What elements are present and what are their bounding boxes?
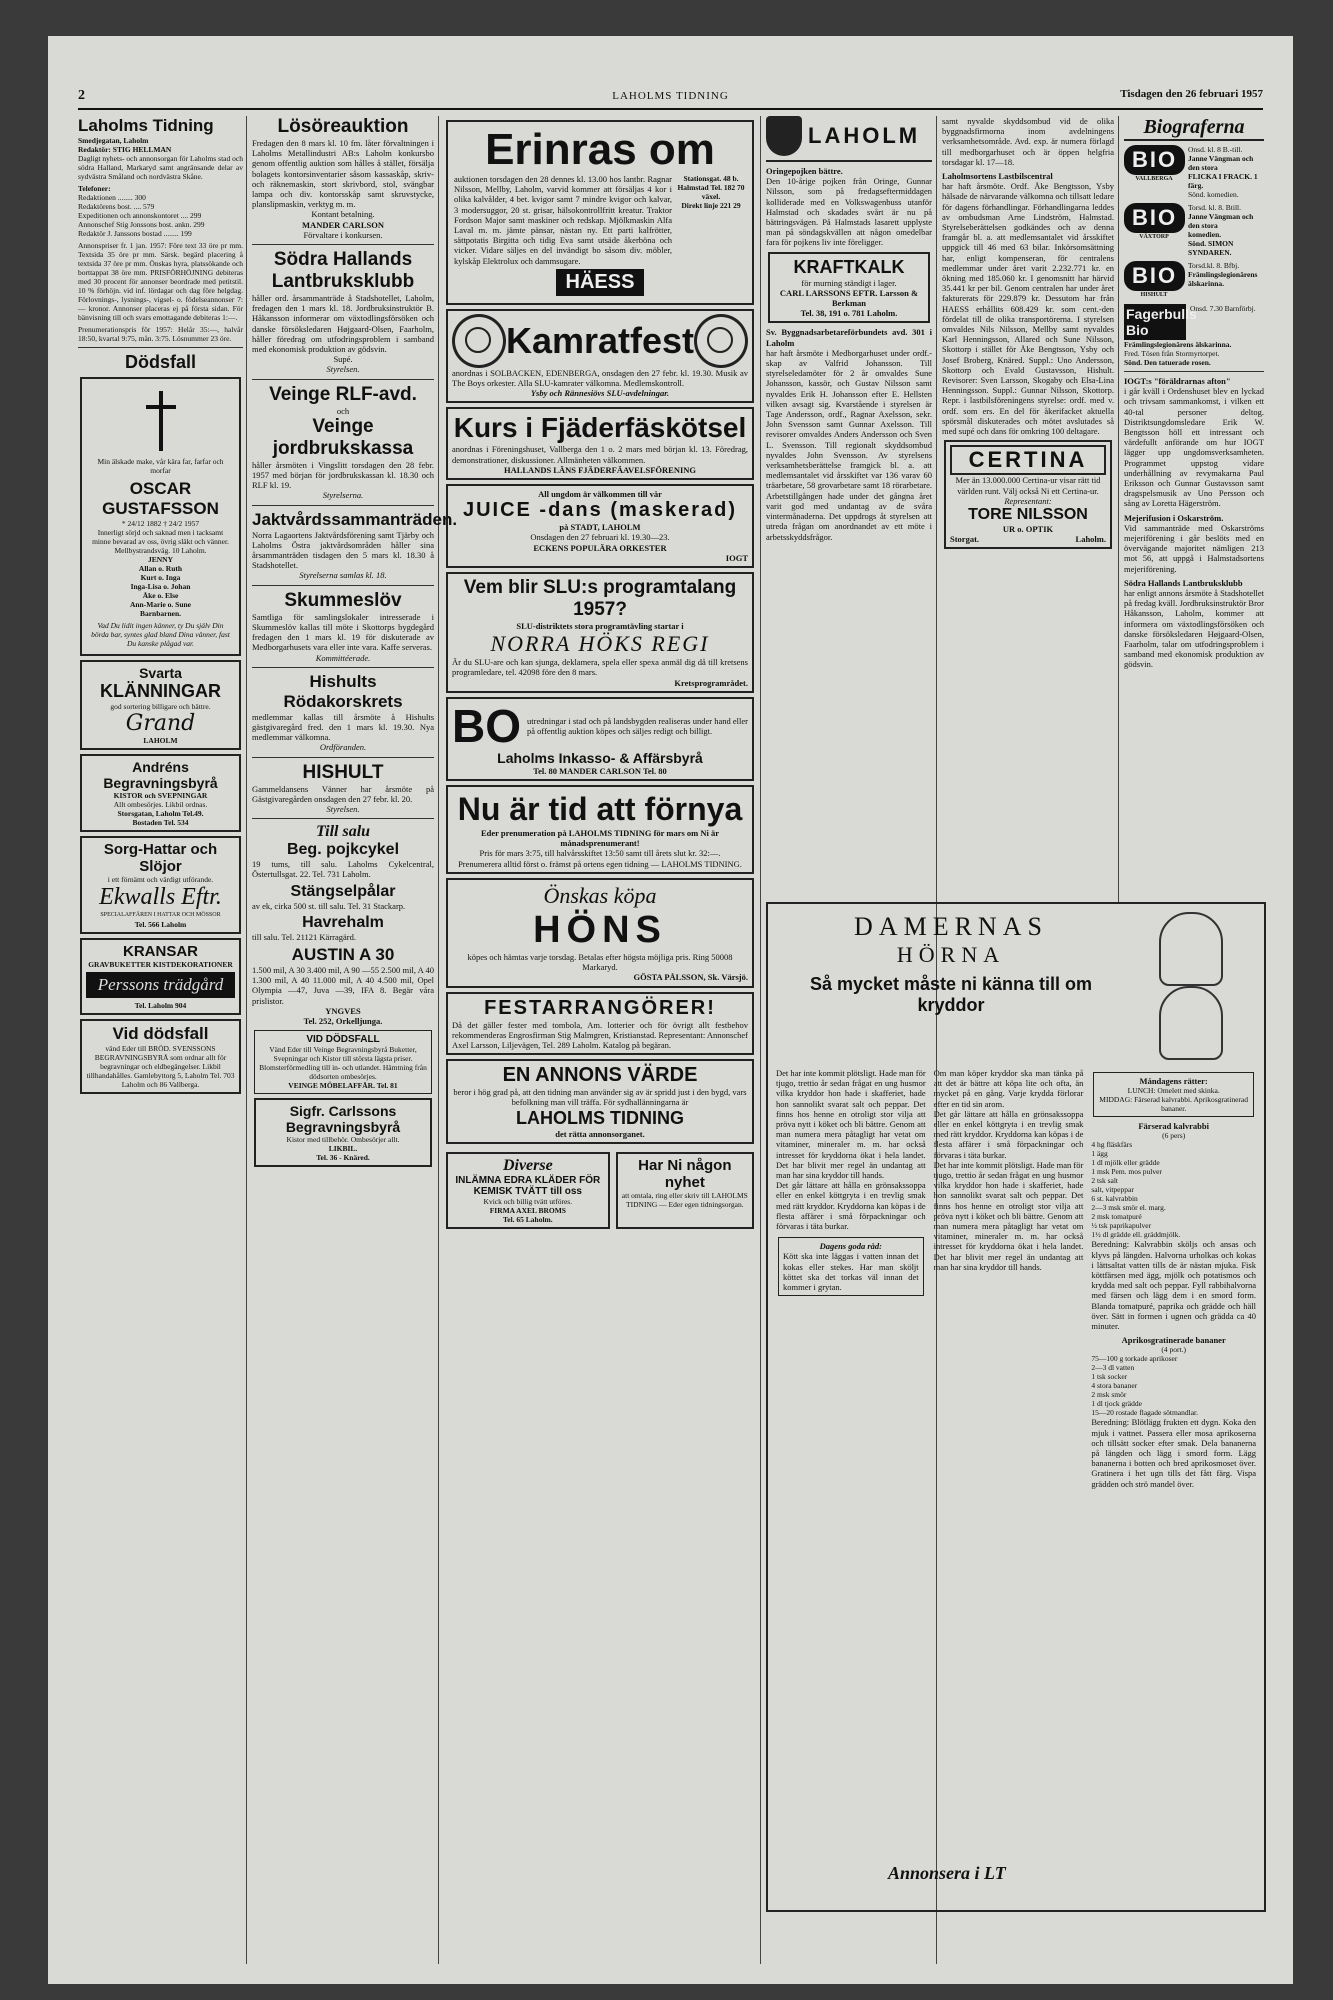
ad-text: Storgat.	[950, 534, 980, 545]
cross-icon	[146, 391, 176, 451]
bio-logo: Fagerbulls Bio	[1126, 306, 1197, 338]
ad-text: 19 tums, till salu. Laholms Cykelcentral, Östertullsgat. 22. Tel. 731 Laholm.	[252, 859, 434, 880]
family-member: Inga-Lisa o. Johan	[130, 582, 191, 591]
ad-title: Laholms Inkasso- & Affärsbyrå	[497, 749, 703, 766]
menu-item: MIDDAG: Färserad kalvrabbi. Aprikosgratinerad bananer.	[1099, 1095, 1249, 1114]
ad-erinras	[446, 120, 754, 305]
ad-text: Laholm.	[1075, 534, 1106, 545]
ad-text: Direkt linje 221 29	[681, 201, 741, 210]
ad-text: till salu. Tel. 21121 Kärragärd.	[252, 931, 356, 942]
death-notice	[80, 377, 241, 656]
ad-laholms-inkasso	[446, 697, 754, 781]
ad-text: att omtala, ring eller skriv till LAHOLMS TIDNING — Eder egen tidningsorgan.	[621, 1190, 748, 1209]
ingredient: 1 ägg	[1091, 1149, 1108, 1159]
cinema-text: komedien.	[1188, 230, 1222, 239]
slu-emblem-icon	[694, 314, 748, 368]
slu-emblem-icon	[452, 314, 506, 368]
ad-prices: Annonspriser fr. 1 jan. 1957: Före text 33 öre pr mm. Textsida 35 öre pr mm. Särsk. begärd placering å textsida 37 öre pr mm. Önskas hyra, platssökande och borttappat 38 öre mm. PRISFÖRHÖJNING debiteras med 30 procent för annonser beordrade med petitstil. 10 % förhöjn. vid inf. lördagar och dag före helgdag. Förlovnings-, lysnings-, vigsel- o. födelseannonser 7:— kronor. Annonser placeras ej på första sidan. För bänvisning till och svars emottagande debiteras 1:—.	[78, 241, 243, 322]
damernas-horna-section	[766, 902, 1266, 1912]
cinema-text: Sönd. komedien.	[1188, 190, 1239, 199]
divider	[252, 505, 434, 506]
ad-text: Fredagen den 8 mars kl. 10 fm. låter förvaltningen i Laholms Metallindustri AB:s Laholm konkursbo genom offentlig auktion som hålles å stället, försälja bolagets kontorsinventarier såsom kassaskåp, skriv- och räknemaskin, stort skrivbord, stol, svängbar lampa och div. kontorsskåp samt skruvstycke, planslipmaskin, verktyg m. m.	[252, 138, 434, 210]
cinema-listing	[1124, 203, 1264, 257]
ad-text: SLU-distriktets stora programtävling startar i	[516, 621, 684, 632]
ad-text: Prenumerera alltid först o. främst på ortens egen tidning — LAHOLMS TIDNING.	[458, 858, 742, 869]
ad-text: köpes och hämtas varje torsdag. Betalas efter högsta möjliga pris. Ring 50008 Markaryd.	[467, 951, 733, 973]
ad-title: Skummeslöv	[284, 589, 402, 611]
ad-title: Vem blir SLU:s programtalang 1957?	[463, 577, 737, 621]
cinema-text: Sönd. Den tatuerade rosen.	[1124, 358, 1211, 367]
ad-signature: FIRMA AXEL BROMS	[489, 1205, 566, 1215]
divider	[1124, 371, 1264, 372]
ad-text: UR o. OPTIK	[1002, 523, 1054, 534]
matsedel-box	[1093, 1072, 1254, 1117]
ad-nu-ar-tid	[446, 785, 754, 874]
ad-title: Diverse	[502, 1156, 553, 1174]
ad-festarrangorer	[446, 992, 754, 1056]
ad-text: Gammeldansens Vänner har årsmöte på Gästgivaregården onsdagen den 27 febr. kl. 20.	[252, 783, 434, 804]
family-member: Ann-Marie o. Sune	[129, 600, 192, 609]
death-poem: Vad Du lidit ingen känner, ty Du själv Din börda bar, syntes glad bland Dina vänner, fast Du kanske plågad var.	[91, 621, 230, 648]
cinema-city: HISHULT	[1140, 292, 1168, 298]
cinema-text: Onsd. kl. 8 B.-till.	[1188, 145, 1243, 154]
ad-text: All ungdom är välkommen till vår	[538, 489, 662, 500]
ad-signature: MANDER CARLSON	[559, 765, 642, 776]
page-number: 2	[78, 88, 85, 103]
divider	[252, 757, 434, 758]
ad-text: vänd Eder till BRÖD. SVENSSONS BEGRAVNINGSBYRÅ som ordnar allt för begravningar och eldbegängelser. Likbil tillhandahålles. Gamlebyttorg 5, Laholm Tel. 703 Laholm och 86 Vallberga.	[86, 1044, 235, 1089]
newspaper-page	[48, 36, 1293, 1984]
article-body: har enligt annons årsmöte å Stadshotellet på fredag kväll. Jordbruksinstruktör Bror Håkansson, Laholm, kommer att informera om växtodlingsförsöken och danske försöksledaren Højgaard-Olsen, Faarholm, talar om utfodringsproblem i samband med ekonomisk produktion av gödsvin.	[1124, 588, 1264, 670]
ingredient: 15—20 rostade flagade sötmandlar.	[1091, 1408, 1198, 1418]
ad-phone: Tel. 252, Orkelljunga.	[303, 1015, 383, 1026]
ingredient: 6 st. kalvrabbin	[1091, 1194, 1138, 1204]
column-divider	[1118, 116, 1119, 904]
ad-signature: Förvaltare i konkursen.	[303, 229, 383, 240]
article-body: har haft årsmöte. Ordf. Åke Bengtsson, Ysby hälsade de närvarande välkomna och tillsatt ledare för dagens förhandlingar. Förhandlingarna leddes av ombudsman Arne Lindström, Halmstad. Styrelseberättelsen godkändes och av denna framgår bl. a. att medlemsantalet vid årsskiftet uppgick till 46 med 63 bilar. Inkörsomsättning har, enligt kompenseran, för centralens medlemmar under året varit 2.232.771 kr. en ökning med 185.060 kr. I genomsnitt har härvid 35.441 kr per bil. Genom centralen har under året fakturerats för 229.879 kr. Dessutom har från HAESS erhållits 608.429 kr. som cent.-den fördelat till de olika transportörerna. I styrelsen omvaldes Nils Nilsson, Mellby samt nyvaldes Karl Henningsson, Allared och Sune Nilsson, Skottorp i stället för Åke Bengtsson, Ysby och Josef Broberg, Knäred. Suppl.: Uno Andersson, Skottorp och Evald Gustavsson, Hishult. Revisorer: Sven Larsson, Skogaby och Elsa-Lina Henningsson. Suppl.: Gunnar Nilsson, Skottorp. Repr. i lastbilsföreningens styrelse: ordf. med v. ordf. som ers. En del för åkerifacket aktuella spörsmål diskuterades och mötet avslutades så med supé och dans för omkring 100 deltagare.	[942, 181, 1114, 437]
family-member: JENNY	[147, 555, 173, 564]
ad-title: Erinras om	[485, 125, 715, 174]
haess-block	[676, 174, 746, 266]
ingredient: 2 msk tomatpuré	[1091, 1212, 1142, 1222]
ad-title: Stängselpålar	[290, 882, 396, 900]
article-body: samt nyvalde skyddsombud vid de olika byggnadsfirmorna inom avdelningens verksamhetsområde. Avd. exp. är numera förlagd till medborgarhuset och är öppen helgfria torsdagar kl. 17—18.	[942, 116, 1114, 167]
cinema-text: Främlingslegionärens älskarinna.	[1188, 270, 1258, 288]
ad-title: EN ANNONS VÄRDE	[502, 1064, 698, 1087]
ad-signature: TORE NILSSON	[968, 505, 1088, 523]
ad-kransar	[80, 938, 241, 1015]
cinema-text: Onsd. 7.30 Barnförbj.	[1190, 304, 1256, 313]
ad-title: LAHOLMS TIDNING	[516, 1107, 684, 1128]
ad-text: Då det gäller fester med tombola, Am. lotterier och för övrigt allt festbehov rekommenderas Engrosfirman Stig Malmgren, Kristianstad. Representant: Annonschef Axel Larsson, Liljevägen, Tel. 289 Laholm. Katalog på begäran.	[452, 1019, 748, 1050]
certina-logo: CERTINA	[950, 445, 1106, 475]
ingredient: 2—3 msk smör el. marg.	[1091, 1203, 1166, 1213]
article-body: Om man köper kryddor ska man tänka på att det är bättre att köpa lite och ofta, än mycket på en gång. Varje krydda förlorar efter en tid sin arom.	[933, 1068, 1084, 1109]
article-headline: IOGT:s "föräldrarnas afton"	[1124, 376, 1231, 386]
ad-text: Storsgatan, Laholm Tel.49.	[117, 809, 204, 818]
ad-signature: Kretsprogramrådet.	[674, 677, 748, 688]
ingredient: 1 tsk socker	[1091, 1372, 1128, 1382]
ad-signature: VEINGE MÖBELAFFÄR. Tel. 81	[288, 1081, 398, 1091]
ad-text: Supé.	[333, 354, 353, 365]
divider	[252, 667, 434, 668]
ad-signature: IOGT	[725, 552, 748, 563]
article-headline: Södra Hallands Lantbruksklubb	[1124, 577, 1243, 588]
ad-text: håller ord. årsammanträde å Stadshotellet, Laholm, fredagen den 1 mars kl. 18. Jordbruksinstruktör B. Håkansson informerar om växtodlingsförsöken och danske försöksledaren Højgaard-Olsen, Faarholm, håller föredrag om utfodringsproblem i samband med ekonomisk produktion av gödsvin.	[252, 293, 434, 355]
ad-phone: Tel. 566 Laholm	[134, 920, 187, 929]
ad-text: Samtliga för samlingslokaler intresserade i Skummeslöv kallas till möte i Skottorps bygdegård fredagen den 1 mars kl. 19 för diskuterade av Medborgarhusets vara eller inte vara. Kaffe serveras.	[252, 611, 434, 653]
ad-text: GRAVBUKETTER KISTDEKORATIONER	[88, 960, 233, 969]
divider	[252, 244, 434, 245]
ad-signature: CARL LARSSONS EFTR. Larsson & Berkman	[779, 287, 919, 309]
column-divider	[760, 116, 761, 1964]
paper-name: LAHOLMS TIDNING	[612, 90, 729, 102]
ad-text: Kontant betalning.	[311, 209, 375, 220]
cinema-text: Janne Vängman och den stora	[1188, 154, 1254, 172]
cinema-listing	[1124, 261, 1264, 300]
ad-title: Södra Hallands Lantbruksklubb	[271, 249, 415, 293]
ad-title: Sigfr. Carlssons Begravningsbyrå	[285, 1103, 401, 1136]
recipe-method: Beredning: Kalvrabbin sköljs och ansas och klyvs på längden. Halvorna urholkas och kokas i lättsaltat vatten tills de är nästan mjuka. Fisk köttfärsen med ägg, mjölk och potatismos och krydda med salt och peppar. Fyll rabbihalvorna med färsen och lägg dem i en smord form. Blanda tomatpuré, paprika och grädde och häll över. Sätt in formen i ugnen och grädda ca 40 minuter.	[1091, 1239, 1256, 1332]
section-heading: Till salu	[315, 823, 371, 841]
article-body: Den 10-årige pojken från Oringe, Gunnar Nilsson, som på fredagseftermiddagen kolliderade med en Volkswagenbuss utanför Halmstad och skadades svårt är nu på bättringsvägen. På Halmstads lasarett upplyste man på söndagskvällen att någon omedelbar fara för pojkens liv inte föreligger.	[766, 176, 932, 248]
phone-line: Redaktörens bost. .... 579	[78, 202, 155, 211]
ad-kurs-fjaderfa	[446, 407, 754, 480]
column-divider	[438, 116, 439, 1964]
ingredient: ½ tsk paprikapulver	[1091, 1221, 1152, 1231]
ad-text: KISTOR och SVEPNINGAR	[113, 791, 208, 800]
ad-text: ECKENS POPULÄRA ORKESTER	[533, 542, 667, 553]
dagens-rad-box	[778, 1237, 924, 1296]
ad-text: på STADT, LAHOLM	[559, 522, 641, 533]
ad-title: Kamratfest	[505, 319, 695, 361]
bio-logo: BIO	[1124, 203, 1185, 233]
ad-text: Stationsgat. 48 b. Halmstad Tel. 182 70 växel.	[677, 174, 745, 201]
cinema-text: Främlingslegionärens älskarinna.	[1124, 340, 1232, 349]
ingredient: 2 tsk salt	[1091, 1176, 1119, 1186]
ad-title: Havrehalm	[302, 913, 384, 931]
cinema-city: VALLBERGA	[1135, 176, 1173, 182]
ad-text: utredningar i stad och på landsbygden realiseras under hand eller på offentlig auktion köpes och säljes redigt och billigt.	[527, 715, 748, 736]
column-divider	[246, 116, 247, 1964]
ad-title: Jaktvårdssammanträden.	[252, 509, 458, 529]
cinema-city: VÄXTORP	[1139, 234, 1169, 240]
ad-title: FESTARRANGÖRER!	[484, 996, 716, 1019]
ad-signature: HALLANDS LÄNS FJÄDERFÄAVELSFÖRENING	[503, 464, 697, 475]
phone-line: Expeditionen och annonskontoret .... 299	[78, 211, 202, 220]
ad-signature: Styrelsen.	[326, 364, 360, 375]
ad-phone: Tel. 80	[643, 765, 667, 776]
ingredient: 2—3 dl vatten	[1091, 1363, 1135, 1373]
article-body: har haft årsmöte i Medborgarhuset under ordf.-skap av Valfrid Johansson. Till styrelseledamöter för 2 år omvaldes Sune Johansson, kassör, och Gustav Nilsson samt nyvaldes Erik H. Johansson efter E. Hellsten vilken avsagt sig. Kvarstående i styrelsen är Tage Andersson, ordf., Ragnar Axelsson, sekr. John Svensson samt Gunnar Axelsson. Till revisorer omvaldes Anders Andersson och Sven L. Svensson. Till regionalt skyddsombud nyvaldes John Svensson. Av styrelsens verksamhetsberättelse framgick bl. a. att medlemsantalet vid årsskiftet var 136 varav 60 träarbetare, 58 grovarbetare samt 18 rörarbetare. Arbetstillgången hade under det gångna året varit god med undantag av de svåra vintermånaderna. Det uppdrogs åt styrelsen att utreda frågan om anordnandet av ett möte i arbetsskyddsfrågor.	[766, 347, 932, 542]
death-address: Mellbystrandsväg. 10 Laholm.	[114, 546, 207, 555]
ad-text: Är du SLU-are och kan sjunga, deklamera, spela eller spexa anmäl dig då till kretsens programledare, tel. 42098 före den 8 mars.	[452, 657, 748, 678]
article-headline: Sv. Byggnadsarbetareförbundets avd. 301 i Laholm	[766, 327, 932, 348]
ad-title: Kurs i Fjäderfäskötsel	[453, 412, 747, 444]
death-text: Innerligt sörjd och saknad men i tacksamt minne bevarad av oss, övrig släkt och vänner.	[92, 528, 229, 546]
ad-title: Hishults	[309, 671, 377, 691]
article-headline: Mejerifusion i Oskarström.	[1124, 512, 1224, 523]
ladies-illustration	[1126, 912, 1256, 1060]
masthead-line: Redaktör: STIG HELLMAN	[78, 145, 172, 154]
ad-signature: Ordföranden.	[319, 742, 367, 753]
ad-title: AUSTIN A 30	[291, 944, 395, 964]
ad-veinge-begravning	[254, 1030, 432, 1094]
ad-phone: Tel. Laholm 904	[134, 1001, 187, 1010]
masthead-line: Smedjegatan, Laholm	[78, 136, 149, 145]
section-title: DAMERNAS	[854, 912, 1048, 941]
ad-juice-dans	[446, 484, 754, 568]
ad-text: håller årsmöten i Vingslitt torsdagen den 28 febr. 1957 med början för jordbrukskassan kl. 18.30 och RLF kl. 19.	[252, 459, 434, 491]
ad-text: Allt ombesörjes. Likbil ordnas.	[113, 800, 208, 809]
ad-text: Vänd Eder till Veinge Begravningsbyrå Buketter, Svepningar och Kistor till största lägsta priser. Blomsterförmedling till in- och utlandet. Hämtning från dödsorten ombesörjes.	[259, 1045, 427, 1082]
article-body: Det går lättare att hålla en grönsakssoppa eller en enkel köttgryta i en trevlig smak med rätt kryddor. Kryddorna kan köpas i de flesta affärer i små förpackningar och förvaras i täta burkar.	[933, 1108, 1084, 1160]
ad-text: auktionen torsdagen den 28 dennes kl. 13.00 hos lantbr. Ragnar Nilsson, Mellby, Laholm, varvid kommer att försäljas 4 kor i olika kalvålder, 4 bet. kvigor samt 7 mindre kvigor och kalvar, 3 modersuggor, 20 st. grisar, hälsokontrollfritt kreatur. Traktor Fordson Major samt maskiner och redskap. Mjölkmaskin Alfa Laval m. m. jämte pänsar, nästan ny. Ett parti kalfrötter, sättpotatis Birgitta och tidig Eva samt utsäde åkerböna och vicker. Vidare säljes en del invändigt bo såsom div. möbler, kylskåp Elektrolux och dammsugare.	[454, 174, 672, 266]
recipe-portions: (6 pers)	[1162, 1131, 1186, 1141]
column-1	[78, 116, 243, 1966]
cinema-text: FLICKA I FRACK. 1 färg.	[1188, 172, 1258, 190]
ad-phone: Tel. 38, 191 o. 781 Laholm.	[800, 308, 898, 319]
ingredient: 75—100 g torkade aprikoser	[1091, 1354, 1178, 1364]
ad-signature: GÖSTA PÅLSSON, Sk. Värsjö.	[633, 972, 748, 983]
column-4	[766, 116, 932, 896]
ad-sorg-hattar	[80, 836, 241, 934]
grand-logo: Grand	[125, 711, 196, 736]
ad-text: god sortering billigare och bättre.	[110, 702, 211, 711]
family-member: Åke o. Else	[142, 591, 179, 600]
cinema-listing	[1124, 304, 1264, 340]
laholm-banner	[766, 116, 932, 162]
laholm-crest-icon	[766, 116, 802, 156]
annonsera-tagline: Annonsera i LT	[888, 1863, 1006, 1883]
cinema-text: Torsd. kl. 8. Btill.	[1188, 203, 1242, 212]
phone-line: Redaktionen ........ 300	[78, 193, 146, 202]
ad-text: anordnas i SOLBACKEN, EDENBERGA, onsdagen den 27 febr. kl. 19.30. Musik av The Boys orkester. Alla SLU-kamrater välkomna. Medlemskontroll.	[452, 367, 748, 389]
ad-phone: Tel. 80	[533, 765, 557, 776]
ad-text: 1.500 mil, A 30 3.400 mil, A 90 —55 2.500 mil, A 40 1.300 mil, A 40 11.000 mil, A 40 4.500 mil, Opel Olympia —47, Juva —39, IFA 8. Begär våra prislistor.	[252, 964, 434, 1006]
article-headline: Oringepojken bättre.	[766, 166, 843, 176]
haess-logo: HÄESS	[556, 269, 645, 296]
ad-text: Representant:	[1004, 495, 1052, 506]
ekwalls-logo: Ekwalls Eftr.	[99, 884, 222, 910]
ad-text: LIKBIL.	[328, 1144, 358, 1154]
column-5	[942, 116, 1114, 896]
tip-title: Dagens goda råd:	[819, 1241, 882, 1252]
cinema-text: Sönd. SIMON SYNDAREN.	[1188, 239, 1234, 257]
ad-title: KLÄNNINGAR	[100, 681, 221, 701]
menu-title: Måndagens rätter:	[1139, 1076, 1208, 1086]
divider	[252, 818, 434, 819]
menu-item: LUNCH: Omelett med skinka.	[1127, 1086, 1220, 1096]
ad-har-ni-nyhet	[616, 1152, 754, 1229]
bo-logo: BO	[452, 699, 521, 752]
ad-title: Veinge jordbrukskassa	[272, 415, 414, 459]
ad-signature: Styrelserna.	[322, 490, 364, 501]
ad-signature: Kommittéerade.	[315, 652, 371, 663]
article-body: Det har inte kommit plötsligt. Hade man för tjugo, trettio år sedan frågat en ung husmor vilka kryddor hon hade i skafferiet, hade hon sannolikt svarat salt och peppar. Det finns hos henne en otroligt stor vilja att pröva nytt i köket och bli bättre. Genom att man numera mera påtagligt har vetat om vitaminer, mineraler m. m. har också intresset för kryddorna ökat i hela landet. Det har blivit mer regel än undantag att man har sina kryddor till hands.	[776, 1068, 926, 1181]
ad-diverse	[446, 1152, 610, 1229]
ad-title: Rödakorskrets	[283, 691, 403, 711]
ad-signature: MANDER CARLSON	[302, 219, 384, 230]
ad-text: Kvick och billig tvätt utföres.	[483, 1196, 573, 1206]
ad-text: Eder prenumeration på LAHOLMS TIDNING för mars om Ni är månadsprenumerant!	[480, 828, 720, 849]
column-6	[1124, 116, 1264, 896]
article-body: Vid sammanträde med Oskarströms mejeriförening i går beslöts med en övervägande majoritet nämligen 213 mot 56, att uppgå i Halmstadsortens mejeriförening.	[1124, 522, 1264, 574]
article-body: Det har inte kommit plötsligt. Hade man för tjugo, trettio år sedan frågat en ung husmor vilka kryddor hon hade i skafferiet, hade hon sannolikt svarat salt och peppar. Det finns hos henne en otroligt stor vilja att pröva nytt i köket och bli bättre. Genom att man numera mera påtagligt har vetat om vitaminer, mineraler m. m. har också intresset för kryddorna ökat i hela landet. Det har blivit mer regel än undantag att man har sina kryddor till hands.	[933, 1159, 1084, 1272]
masthead-line: Dagligt nyhets- och annonsorgan för Laholms stad och södra Halland, Markaryd samt angränsande delar av sydvästra Småland och nordvästra Skåne.	[78, 154, 243, 181]
divider	[252, 379, 434, 380]
cinema-text: Torsd.kl. 8. Bfbj.	[1188, 261, 1240, 270]
ad-title: Lösöreauktion	[277, 116, 409, 137]
phones-label: Telefoner:	[78, 184, 111, 193]
column-3	[444, 116, 756, 1966]
ad-vem-blir-slu	[446, 572, 754, 693]
page-header	[78, 88, 1263, 106]
cinema-text: Fred. Tösen från Stormyrtorpet.	[1124, 349, 1220, 358]
deaths-heading: Dödsfall	[124, 352, 196, 372]
ingredient: 1½ dl grädde ell. gräddmjölk.	[1091, 1230, 1181, 1240]
family-member: Kurt o. Inga	[140, 573, 181, 582]
ad-title: Beg. pojkcykel	[286, 841, 400, 859]
ingredient: 1 dl mjölk eller grädde	[1091, 1158, 1160, 1168]
ad-kraftkalk	[768, 252, 930, 324]
ad-hons	[446, 878, 754, 988]
deceased-last-name: GUSTAFSSON	[102, 499, 219, 518]
ad-phone: Tel. 65 Laholm.	[502, 1214, 553, 1224]
ingredient: salt, vitpeppar	[1091, 1185, 1134, 1195]
issue-date: Tisdagen den 26 februari 1957	[1120, 88, 1263, 100]
subscription-prices: Prenumerationspris för 1957: Helår 35:—, halvår 18:50, kvartal 9:75, mån. 3:75. Lösnummer 23 öre.	[78, 325, 243, 343]
header-rule	[78, 108, 1263, 110]
ad-title: VID DÖDSFALL	[306, 1034, 380, 1046]
article-headline: Så mycket måste ni känna till om kryddor	[809, 974, 1093, 1015]
family-member: Allan o. Ruth	[138, 564, 183, 573]
recipe-title: Aprikosgratinerade bananer	[1121, 1335, 1226, 1346]
ad-title: KRANSAR	[123, 943, 198, 960]
ad-title: Har Ni någon nyhet	[638, 1156, 732, 1191]
ad-title: Nu är tid att förnya	[457, 791, 743, 828]
ad-text: medlemmar kallas till årsmöte å Hishults gästgivaregård fred. den 1 mars kl. 19.30. Nya medlemmar välkomna.	[252, 711, 434, 743]
bio-logo: BIO	[1124, 261, 1185, 291]
lady-portrait-icon	[1159, 912, 1223, 986]
ad-text: och	[336, 405, 350, 416]
ingredient: 1 dl tjock grädde	[1091, 1399, 1142, 1409]
ad-text: Bostaden Tel. 534	[132, 818, 189, 827]
ad-text: anordnas i Föreningshuset, Vallberga den 1 o. 2 mars med början kl. 13. Föredrag, demonstrationer, diskussioner. Allmänheten välkommen.	[452, 444, 748, 465]
ad-title: NORRA HÖKS REGI	[490, 631, 710, 657]
bio-logo: BIO	[1124, 145, 1185, 175]
ad-title: Svarta	[139, 665, 182, 681]
ingredient: 2 msk smör	[1091, 1390, 1127, 1400]
ad-signature: Ysby och Rännesiövs SLU-avdelningar.	[530, 388, 670, 399]
ad-text: beror i hög grad på, att den tidning man använder sig av är spridd just i den bygd, vars befolkning man vill träffa. För sydhallänningarna är	[453, 1087, 747, 1108]
divider	[78, 347, 243, 348]
ingredient: 4 stora bananer	[1091, 1381, 1138, 1391]
ad-certina	[944, 440, 1112, 549]
ad-text: i ett förnämt och värdigt utförande.	[107, 875, 214, 884]
ad-title: Veinge RLF-avd.	[269, 383, 417, 405]
article-headline: Laholmsortens Lastbilscentral	[942, 171, 1053, 182]
ad-kamratfest	[446, 309, 754, 404]
deceased-first-name: OSCAR	[129, 479, 192, 498]
ad-text: för murning ständigt i lager.	[801, 277, 897, 288]
damernas-col-a	[776, 1068, 926, 1489]
ad-andrens	[80, 754, 241, 832]
tip-text: Kött ska inte läggas i vatten innan det kokas eller stekes. Har man sköljt köttet ska det torkas väl innan det kommer i grytan.	[783, 1251, 919, 1293]
ad-title: Sorg-Hattar och Slöjor	[103, 841, 218, 875]
ad-phone: Tel. 36 - Knäred.	[316, 1153, 370, 1163]
ingredient: 4 hg fläskfärs	[1091, 1140, 1133, 1150]
ingredient: 1 msk Pem. mos pulver	[1091, 1167, 1162, 1177]
family-member: Barnbarnen.	[139, 609, 182, 618]
phone-line: Annonschef Stig Jonssons bost. ankn. 299	[78, 220, 205, 229]
ad-title: Andréns Begravningsbyrå	[103, 759, 218, 791]
ad-en-annons-varde	[446, 1059, 754, 1144]
cinema-text: Janne Vängman och den stora	[1188, 212, 1254, 230]
damernas-col-b	[934, 1068, 1084, 1489]
ad-text: Norra Lagaortens Jaktvårdsförening samt Tjärby och Laholms Östra jaktvårdsområden håller sina årsammanträden tisdagen den 5 mars kl. 18.30 å Stadshotellet.	[252, 529, 434, 571]
ad-text: det rätta annonsorganet.	[555, 1128, 645, 1139]
ad-location: LAHOLM	[143, 736, 178, 745]
ad-title: Önskas köpa	[543, 882, 657, 908]
recipe-title: Färserad kalvrabbi	[1138, 1121, 1209, 1132]
article-body: i går kväll i Ordenshuset blev en lyckad och trivsam sammankomst, i vilken ett 40-tal personer deltog. Distriktsungdomsledare Erik W. Bengtsson höll ett intressant och värdefullt anförande om hur IOGT lägger upp ungdomsverksamheten. Programmet uppstog vidare underhållning av revymakarna Paul Eriksson och Gunnar Gustavsson samt dragspelsmusik av Uno Persson och sång av Loretta Hägerström.	[1124, 386, 1264, 509]
ad-title: KRAFTKALK	[793, 256, 905, 277]
section-title: Biograferna	[1124, 116, 1264, 141]
ad-title: HÖNS	[533, 908, 667, 951]
damernas-col-c	[1091, 1068, 1256, 1489]
ad-text: SPECIALAFFÄREN I HATTAR OCH MÖSSOR	[100, 912, 221, 918]
ad-text: Kistor med tillbehör. Ombesörjer allt.	[286, 1135, 400, 1145]
ad-signature: YNGVES	[325, 1005, 361, 1016]
perssons-logo: Perssons trädgård	[86, 972, 235, 998]
ad-text: Pris för mars 3:75, till halvårsskiftet 13:50 samt till årets slut kr. 32:—.	[479, 848, 721, 859]
recipe-portions: (4 port.)	[1161, 1345, 1186, 1355]
ad-signature: Styrelserna samlas kl. 18.	[299, 570, 387, 581]
ad-sigfr-carlssons	[254, 1098, 432, 1167]
death-dates: * 24/12 1882 † 24/2 1957	[121, 519, 200, 528]
section-title: LAHOLM	[808, 123, 921, 148]
bottom-ads-row	[444, 1148, 756, 1233]
ad-text: Onsdagen den 27 februari kl. 19.30—23.	[530, 532, 670, 543]
phone-line: Redaktör J. Janssons bostad ........ 199	[78, 229, 192, 238]
death-verse: Min älskade make, vår kära far, farfar och morfar	[97, 457, 224, 475]
cinema-listing	[1124, 145, 1264, 199]
ad-text: Mer än 13.000.000 Certina-ur visar rätt tid världen runt. Välj också Ni ett Certina-ur.	[955, 475, 1101, 496]
divider	[252, 585, 434, 586]
section-title: HÖRNA	[896, 942, 1006, 967]
ad-svarta-klanningar	[80, 660, 241, 750]
ad-title: JUICE -dans (maskerad)	[462, 499, 738, 522]
ad-title: Vid dödsfall	[112, 1024, 209, 1043]
ad-signature: Styrelsen.	[326, 803, 360, 814]
recipe-method: Beredning: Blötlägg frukten ett dygn. Koka den mjuk i vattnet. Passera eller mosa aprikoserna och tillsätt socker efter smak. Dela bananerna på längden och lägg i smord form. Lägg bananerna i botten och bred aprikosmoset över. Gratinera i het ugn tills det fått färg. Vispa grädden och strö mandel över.	[1091, 1417, 1256, 1489]
ad-text: av ek, cirka 500 st. till salu. Tel. 31 Stackarp.	[252, 900, 406, 911]
column-2	[252, 116, 458, 1966]
article-body: Det går lättare att hålla en grönsakssoppa eller en enkel köttgryta i en trevlig smak med rätt kryddor. Kryddorna kan köpas i de flesta affärer i små förpackningar och förvaras i täta burkar.	[776, 1180, 926, 1232]
ad-title: HISHULT	[302, 761, 384, 783]
lady-portrait-icon	[1159, 986, 1223, 1060]
ad-text: INLÄMNA EDRA KLÄDER FÖR KEMISK TVÄTT till oss	[455, 1174, 601, 1197]
masthead-title: Laholms Tidning	[78, 116, 214, 135]
ad-vid-dodsfall	[80, 1019, 241, 1094]
